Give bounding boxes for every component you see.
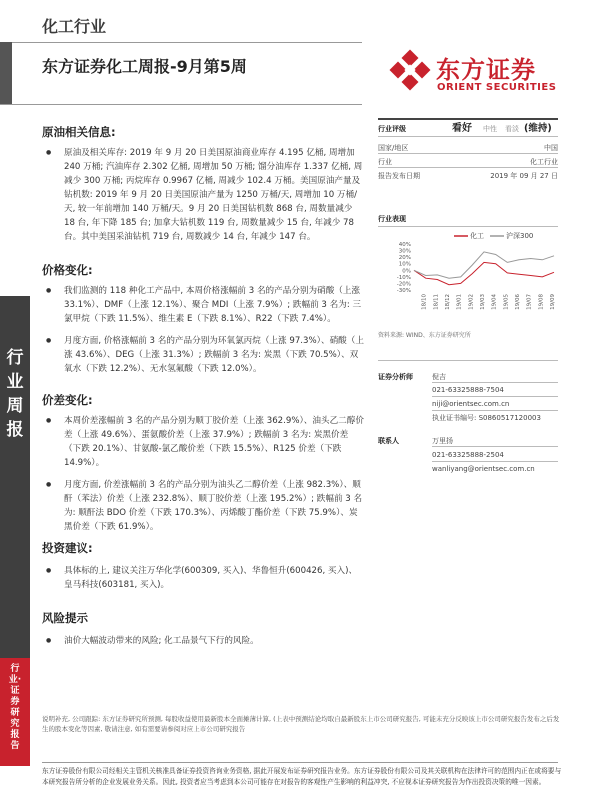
- rating-row-rule: [378, 167, 558, 168]
- chart-rule: [378, 226, 558, 227]
- header-bar: [0, 42, 12, 104]
- rating-val: 中国: [544, 144, 558, 152]
- header-rule: [0, 42, 362, 43]
- rating-label: 行业评级: [378, 125, 406, 133]
- x-tick-label: 18/11: [433, 294, 440, 310]
- analyst-row-rule: [432, 396, 558, 397]
- y-tick-label: -30%: [396, 288, 411, 294]
- analyst-name: 倪吉: [432, 373, 446, 381]
- analyst-rule: [378, 360, 558, 361]
- side-label: 行业周报: [6, 348, 24, 440]
- rating-value: 看好: [452, 123, 472, 134]
- section-price: [42, 262, 364, 376]
- analyst-cert: 执业证书编号: S0860517120003: [432, 414, 541, 422]
- section-title: 价格变化:: [42, 263, 93, 277]
- footer-rule: [42, 762, 558, 763]
- analyst-row-rule: [432, 382, 558, 383]
- chart-container: [378, 228, 558, 318]
- x-tick-label: 19/09: [550, 294, 556, 310]
- report-title: 东方证券化工周报-9月第5周: [42, 57, 247, 76]
- line-chart: [378, 228, 558, 318]
- section-title: 风险提示: [42, 611, 88, 625]
- logo-text-en: ORIENT SECURITIES: [437, 82, 557, 93]
- list-item: ● 我们监测的 118 种化工产品中, 本周价格涨幅前 3 名的产品分别为硝酸（上涨 33.1%）、DMF（上涨 12.1%）、聚合 MDI（上涨 7.9%）; 跌幅前 3 名为: 三氯甲烷（下跌 11.5%）、维生素 E（下跌 8.1%）、R22（下跌 7.4%）。: [42, 284, 364, 326]
- section-title: 原油相关信息:: [42, 125, 116, 139]
- contact-row-rule: [432, 461, 558, 462]
- list-item: ● 原油及相关库存: 2019 年 9 月 20 日美国原油商业库存 4.195 亿桶, 周增加 240 万桶; 汽油库存 2.302 亿桶, 周增加 50 万桶; 馏分油库存 1.337 亿桶, 周减少 300 万桶; 丙烷库存 0.9967 亿桶, 周减少 102.4 万桶。美国原油产量及钻机数: 2019 年 9 月 20 日美国原油产量为 1250 万桶/天, 周增加 10 万桶/天, 较一年前增加 140 万桶/天。9 月 20 日美国钻机数 868 台, 周数量减少 18 台, 年下降 185 台; 加拿大钻机数 119 台, 周数量减少 15 台, 年减少 78 台。其中美国采油钻机 719 台, 周数减少 14 台, 年减少 147 台。: [42, 146, 364, 244]
- rating-row-rule: [378, 153, 558, 154]
- section-title: 投资建议:: [42, 541, 93, 555]
- rating-status: (维持): [524, 123, 552, 134]
- section-advice: [42, 540, 364, 592]
- section-crude: [42, 124, 364, 244]
- x-tick-label: 19/05: [503, 294, 510, 310]
- rating-val: 化工行业: [530, 158, 558, 166]
- footnote: 说明补充, 公司跟踪: 东方证券研究所预测, 每股收益使用最新股本全面摊薄计算, (上表中预测结论均取自最新股东上市公司研究报告, 可能未充分反映该上市公司研究报告发布之后发生的股本变化等因素, 敬请注意, 如有需要请参阅对应上市公司研究报告: [42, 715, 560, 733]
- y-tick-label: -20%: [396, 281, 411, 288]
- disclaimer: 东方证券股份有限公司经相关主管机关核准具备证券投资咨询业务资格, 据此开展发布证券研究报告业务。东方证券股份有限公司及其关联机构在法律许可的范围内正在或将要与本研究报告所分析的企业发展业务关系。因此, 投资者应当考虑到本公司可能存在对报告的客观性产生影响的利益冲突, 不应视本证券研究报告为作出投资决策的唯一因素。: [42, 767, 562, 786]
- x-tick-label: 19/04: [491, 294, 498, 310]
- section-spread: [42, 392, 364, 534]
- section-risk: [42, 610, 364, 648]
- series-chem-line: [414, 262, 554, 284]
- contact-row-rule: [432, 446, 558, 447]
- section-title: 价差变化:: [42, 393, 93, 407]
- analyst-role: 证券分析师: [378, 373, 413, 381]
- chart-title: 行业表现: [378, 215, 406, 223]
- header-rule-bottom: [0, 104, 362, 105]
- y-tick-label: 10%: [398, 261, 411, 268]
- y-tick-label: 30%: [398, 248, 411, 255]
- list-item: ● 月度方面, 价格涨幅前 3 名的产品分别为环氧氯丙烷（上涨 97.3%）、硝酸（上涨 43.6%）、DEG（上涨 31.3%）; 跌幅前 3 名为: 炭黑（下跌 70.5%）、双氧水（下跌 12.2%）、无水氢氟酸（下跌 12.0%）。: [42, 334, 364, 376]
- analyst-row-rule: [432, 410, 558, 411]
- analyst-email[interactable]: niji@orientsec.com.cn: [432, 400, 510, 408]
- chart-source: 资料来源: WIND、东方证券研究所: [378, 332, 471, 339]
- y-tick-label: 40%: [398, 242, 411, 248]
- x-tick-label: 18/12: [445, 294, 451, 310]
- x-tick-label: 19/08: [538, 294, 545, 310]
- legend-hs300: 沪深300: [506, 232, 534, 240]
- x-tick-label: 19/06: [515, 294, 521, 310]
- company-logo: [388, 48, 432, 92]
- analyst-phone: 021-63325888-7504: [432, 386, 504, 394]
- contact-email[interactable]: wanliyang@orientsec.com.cn: [432, 465, 535, 473]
- rating-rule-2: [378, 136, 558, 137]
- contact-phone: 021-63325888-2504: [432, 451, 504, 459]
- rating-opt2: 看淡: [505, 125, 519, 133]
- y-tick-label: 20%: [398, 255, 411, 262]
- rating-opt1: 中性: [483, 125, 497, 133]
- rating-val: 2019 年 09 月 27 日: [490, 172, 558, 180]
- rating-key: 行业: [378, 158, 392, 166]
- industry-tag: 化工行业: [42, 17, 107, 36]
- x-tick-label: 18/10: [421, 294, 428, 310]
- legend-chem: 化工: [470, 232, 484, 240]
- y-tick-label: -10%: [396, 274, 411, 281]
- x-tick-label: 19/07: [526, 294, 533, 310]
- list-item: ● 本周价差涨幅前 3 名的产品分别为顺丁胶价差（上涨 362.9%）、油头乙二醇价差（上涨 49.6%）、蛋氨酸价差（上涨 37.9%）; 跌幅前 3 名为: 炭黑价差（下跌 20.1%）、甘氨酸-氯乙酸价差（下跌 15.5%）、R125 价差（下跌 14.9%）。: [42, 414, 364, 470]
- series-hs300-line: [414, 252, 554, 278]
- rating-key: 报告发布日期: [378, 172, 420, 180]
- logo-mark-icon: [388, 48, 432, 92]
- x-tick-label: 19/03: [480, 294, 486, 310]
- contact-role: 联系人: [378, 437, 399, 445]
- x-tick-label: 19/01: [456, 294, 463, 310]
- list-item: ● 月度方面, 价差涨幅前 3 名的产品分别为油头乙二醇价差（上涨 982.3%）、顺酐（苯法）价差（上涨 232.8%）、顺丁胶价差（上涨 195.2%）; 跌幅前 3 名为: 顺酐法 BDO 价差（下跌 170.3%）、丙烯酸丁酯价差（下跌 75.9%）、炭黑价差（下跌 61.9%）。: [42, 478, 364, 534]
- list-item: ● 具体标的上, 建议关注万华化学(600309, 买入)、华鲁恒升(600426, 买入)、皇马科技(603181, 买入)。: [42, 564, 364, 592]
- list-item: ● 油价大幅波动带来的风险; 化工品景气下行的风险。: [42, 634, 364, 648]
- contact-name: 万里扬: [432, 437, 453, 445]
- rating-key: 国家/地区: [378, 144, 409, 152]
- logo-text-cn: 东方证券: [436, 56, 536, 84]
- side-sub-label: 行业·证券研究报告: [8, 664, 22, 751]
- y-tick-label: 0%: [402, 268, 411, 275]
- x-tick-label: 19/02: [468, 294, 475, 310]
